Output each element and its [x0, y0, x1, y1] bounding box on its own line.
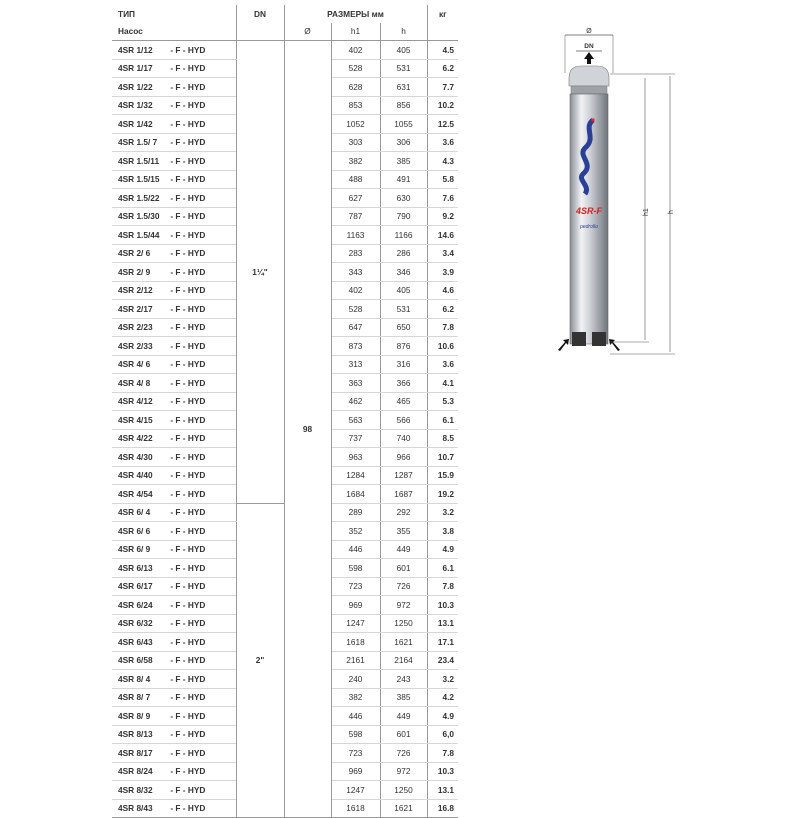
pump-type-cell — [112, 762, 236, 781]
pump-model: 4SR 1.5/30 — [118, 211, 160, 222]
pump-model: 4SR 2/ 9 — [118, 266, 151, 277]
weight-cell: 19.2 — [427, 485, 458, 504]
h-cell: 1287 — [380, 466, 427, 485]
pump-suffix: - F - HYD — [170, 581, 206, 592]
h1-cell: 1284 — [331, 466, 380, 485]
h-cell: 286 — [380, 244, 427, 263]
weight-cell: 8.5 — [427, 429, 458, 448]
header-row-1 — [112, 5, 458, 23]
diameter-cell: 98 — [284, 41, 331, 818]
h1-cell: 240 — [331, 670, 380, 689]
pump-suffix: - F - HYD — [170, 174, 206, 185]
h1-cell: 382 — [331, 152, 380, 171]
pump-type-cell — [112, 59, 236, 78]
h-cell: 243 — [380, 670, 427, 689]
pump-type-cell — [112, 614, 236, 633]
pump-type-cell — [112, 392, 236, 411]
h-cell: 306 — [380, 133, 427, 152]
h1-cell: 627 — [331, 189, 380, 208]
pump-type-cell — [112, 244, 236, 263]
header-h: h — [380, 23, 427, 41]
pump-model: 4SR 4/ 6 — [118, 359, 151, 370]
pump-suffix: - F - HYD — [170, 359, 206, 370]
h-cell: 405 — [380, 281, 427, 300]
pump-type-cell — [112, 152, 236, 171]
pump-head — [569, 66, 609, 86]
pump-suffix: - F - HYD — [170, 729, 206, 740]
pump-type-cell — [112, 707, 236, 726]
weight-cell: 3.8 — [427, 522, 458, 541]
h1-cell: 352 — [331, 522, 380, 541]
pump-model: 4SR 1.5/44 — [118, 229, 160, 240]
h-cell: 630 — [380, 189, 427, 208]
weight-cell: 10.7 — [427, 448, 458, 467]
pump-model: 4SR 8/ 9 — [118, 710, 151, 721]
weight-cell: 3.6 — [427, 355, 458, 374]
h-cell: 465 — [380, 392, 427, 411]
outlet-arrow-icon — [584, 52, 594, 64]
h-cell: 740 — [380, 429, 427, 448]
h-cell: 1055 — [380, 115, 427, 134]
pump-model: 4SR 6/ 9 — [118, 544, 151, 555]
pump-model: 4SR 8/24 — [118, 766, 153, 777]
pump-model: 4SR 1.5/22 — [118, 192, 160, 203]
pump-model: 4SR 8/13 — [118, 729, 153, 740]
pump-type-cell — [112, 300, 236, 319]
h-cell: 1166 — [380, 226, 427, 245]
inlet-arrow-right-icon — [609, 339, 620, 351]
h1-cell: 853 — [331, 96, 380, 115]
pump-model: 4SR 4/30 — [118, 451, 153, 462]
pump-type-cell — [112, 540, 236, 559]
pump-suffix: - F - HYD — [170, 100, 206, 111]
h-cell: 790 — [380, 207, 427, 226]
dn-cell: 1¼" — [236, 41, 284, 504]
weight-cell: 3.6 — [427, 133, 458, 152]
pump-suffix: - F - HYD — [170, 192, 206, 203]
h-cell: 449 — [380, 540, 427, 559]
weight-cell: 3.2 — [427, 503, 458, 522]
h1-cell: 563 — [331, 411, 380, 430]
pump-type-cell — [112, 115, 236, 134]
h1-cell: 1052 — [331, 115, 380, 134]
h-cell: 1621 — [380, 799, 427, 818]
h-cell: 876 — [380, 337, 427, 356]
pump-suffix: - F - HYD — [170, 655, 206, 666]
h1-cell: 963 — [331, 448, 380, 467]
pump-model: 4SR 2/12 — [118, 285, 153, 296]
h-cell: 346 — [380, 263, 427, 282]
pump-model: 4SR 6/13 — [118, 562, 153, 573]
h1-cell: 488 — [331, 170, 380, 189]
pump-dimensions-table — [112, 5, 458, 818]
h1-cell: 969 — [331, 762, 380, 781]
weight-cell: 10.6 — [427, 337, 458, 356]
pump-type-cell — [112, 318, 236, 337]
pump-suffix: - F - HYD — [170, 766, 206, 777]
pump-suffix: - F - HYD — [170, 618, 206, 629]
pump-type-cell — [112, 744, 236, 763]
pump-model: 4SR 8/17 — [118, 747, 153, 758]
pump-type-cell — [112, 448, 236, 467]
weight-cell: 7.6 — [427, 189, 458, 208]
pump-suffix: - F - HYD — [170, 285, 206, 296]
weight-cell: 17.1 — [427, 633, 458, 652]
pump-type-cell — [112, 799, 236, 818]
h1-cell: 1163 — [331, 226, 380, 245]
header-type: ТИП — [118, 8, 135, 19]
h-cell: 292 — [380, 503, 427, 522]
h1-cell: 2161 — [331, 651, 380, 670]
h1-cell: 462 — [331, 392, 380, 411]
pump-suffix: - F - HYD — [170, 248, 206, 259]
pump-suffix: - F - HYD — [170, 710, 206, 721]
pump-type-cell — [112, 355, 236, 374]
pump-type-cell — [112, 41, 236, 60]
pump-model: 4SR 6/58 — [118, 655, 153, 666]
h1-cell: 598 — [331, 559, 380, 578]
weight-cell: 15.9 — [427, 466, 458, 485]
pump-suffix: - F - HYD — [170, 488, 206, 499]
weight-cell: 7.8 — [427, 318, 458, 337]
h-cell: 531 — [380, 59, 427, 78]
h-cell: 355 — [380, 522, 427, 541]
h1-label: h1 — [643, 208, 650, 216]
weight-cell: 3.2 — [427, 670, 458, 689]
h-cell: 1250 — [380, 781, 427, 800]
weight-cell: 10.3 — [427, 596, 458, 615]
pump-model: 4SR 6/24 — [118, 599, 153, 610]
pump-suffix: - F - HYD — [170, 414, 206, 425]
h-cell: 385 — [380, 688, 427, 707]
pump-suffix: - F - HYD — [170, 525, 206, 536]
pump-suffix: - F - HYD — [170, 636, 206, 647]
pump-suffix: - F - HYD — [170, 211, 206, 222]
h-cell: 385 — [380, 152, 427, 171]
pump-model: 4SR 1/22 — [118, 81, 153, 92]
pump-type-cell — [112, 170, 236, 189]
pump-type-cell — [112, 522, 236, 541]
weight-cell: 7.7 — [427, 78, 458, 97]
pump-model: 4SR 4/40 — [118, 470, 153, 481]
weight-cell: 5.8 — [427, 170, 458, 189]
h1-cell: 787 — [331, 207, 380, 226]
pump-type-cell — [112, 651, 236, 670]
pump-model: 4SR 4/22 — [118, 433, 153, 444]
h-cell: 1687 — [380, 485, 427, 504]
pump-model: 4SR 8/43 — [118, 803, 153, 814]
h-cell: 726 — [380, 577, 427, 596]
h1-cell: 528 — [331, 300, 380, 319]
weight-cell: 9.2 — [427, 207, 458, 226]
pump-model: 4SR 6/17 — [118, 581, 153, 592]
pump-type-cell — [112, 411, 236, 430]
h-cell: 366 — [380, 374, 427, 393]
h1-cell: 723 — [331, 744, 380, 763]
pump-suffix: - F - HYD — [170, 507, 206, 518]
pump-model: 4SR 6/ 4 — [118, 507, 151, 518]
pump-suffix: - F - HYD — [170, 137, 206, 148]
pump-type-cell — [112, 189, 236, 208]
h-cell: 1621 — [380, 633, 427, 652]
weight-cell: 4.5 — [427, 41, 458, 60]
h1-cell: 1618 — [331, 633, 380, 652]
pump-suffix: - F - HYD — [170, 451, 206, 462]
h-cell: 491 — [380, 170, 427, 189]
pump-model: 4SR 2/17 — [118, 303, 153, 314]
pump-model: 4SR 1/42 — [118, 118, 153, 129]
weight-cell: 4.9 — [427, 707, 458, 726]
pump-suffix: - F - HYD — [170, 673, 206, 684]
pump-model: 4SR 6/32 — [118, 618, 153, 629]
h1-cell: 598 — [331, 725, 380, 744]
h1-cell: 363 — [331, 374, 380, 393]
h1-cell: 873 — [331, 337, 380, 356]
h-cell: 966 — [380, 448, 427, 467]
h-cell: 1250 — [380, 614, 427, 633]
pump-type-cell — [112, 226, 236, 245]
header-kg: кг — [427, 5, 458, 23]
weight-cell: 5.3 — [427, 392, 458, 411]
h1-cell: 1247 — [331, 781, 380, 800]
pump-suffix: - F - HYD — [170, 433, 206, 444]
h1-cell: 723 — [331, 577, 380, 596]
h-cell: 405 — [380, 41, 427, 60]
header-dimensions: РАЗМЕРЫ мм — [284, 5, 427, 23]
table-row — [112, 41, 458, 60]
h-label: h — [668, 210, 675, 214]
weight-cell: 6.2 — [427, 300, 458, 319]
inlet-arrow-left-icon — [558, 339, 569, 351]
pump-model: 4SR 1/17 — [118, 63, 153, 74]
pump-suffix: - F - HYD — [170, 63, 206, 74]
pump-suffix: - F - HYD — [170, 118, 206, 129]
weight-cell: 16.8 — [427, 799, 458, 818]
pump-suffix: - F - HYD — [170, 396, 206, 407]
pump-model: 4SR 1.5/15 — [118, 174, 160, 185]
h1-cell: 402 — [331, 281, 380, 300]
pump-type-cell — [112, 374, 236, 393]
h-cell: 650 — [380, 318, 427, 337]
h1-cell: 1247 — [331, 614, 380, 633]
pump-suffix: - F - HYD — [170, 803, 206, 814]
pump-suffix: - F - HYD — [170, 562, 206, 573]
brand-text: pedrollo — [580, 224, 598, 230]
pump-suffix: - F - HYD — [170, 266, 206, 277]
pump-diagram — [555, 28, 685, 368]
h1-cell: 446 — [331, 707, 380, 726]
h1-cell: 969 — [331, 596, 380, 615]
pump-suffix: - F - HYD — [170, 155, 206, 166]
pump-suffix: - F - HYD — [170, 692, 206, 703]
h1-cell: 528 — [331, 59, 380, 78]
pump-type-cell — [112, 596, 236, 615]
header-row-2 — [112, 23, 458, 41]
weight-cell: 7.8 — [427, 577, 458, 596]
header-pump: Насос — [112, 23, 236, 41]
pump-type-cell — [112, 263, 236, 282]
pump-model: 4SR 8/32 — [118, 784, 153, 795]
pump-suffix: - F - HYD — [170, 340, 206, 351]
pump-type-cell — [112, 466, 236, 485]
h-cell: 972 — [380, 762, 427, 781]
pump-model: 4SR 8/ 4 — [118, 673, 151, 684]
h-cell: 449 — [380, 707, 427, 726]
h1-cell: 628 — [331, 78, 380, 97]
h-cell: 566 — [380, 411, 427, 430]
pump-model: 4SR 4/ 8 — [118, 377, 151, 388]
h1-cell: 1618 — [331, 799, 380, 818]
pump-type-cell — [112, 670, 236, 689]
pump-suffix: - F - HYD — [170, 377, 206, 388]
pump-type-cell — [112, 78, 236, 97]
weight-cell: 14.6 — [427, 226, 458, 245]
pump-type-cell — [112, 633, 236, 652]
weight-cell: 6,0 — [427, 725, 458, 744]
pump-model: 4SR 4/12 — [118, 396, 153, 407]
h1-cell: 1684 — [331, 485, 380, 504]
pump-suffix: - F - HYD — [170, 322, 206, 333]
pump-model: 4SR 6/ 6 — [118, 525, 151, 536]
weight-cell: 23.4 — [427, 651, 458, 670]
weight-cell: 4.3 — [427, 152, 458, 171]
h-cell: 316 — [380, 355, 427, 374]
pump-model: 4SR 2/23 — [118, 322, 153, 333]
pump-type-cell — [112, 133, 236, 152]
weight-cell: 4.1 — [427, 374, 458, 393]
pump-suffix: - F - HYD — [170, 470, 206, 481]
weight-cell: 12.5 — [427, 115, 458, 134]
h1-cell: 382 — [331, 688, 380, 707]
pump-model: 4SR 4/15 — [118, 414, 153, 425]
h-cell: 601 — [380, 559, 427, 578]
pump-type-cell — [112, 577, 236, 596]
header-dn: DN — [236, 5, 284, 23]
pump-type-cell — [112, 281, 236, 300]
logo-text: 4SR-F — [575, 206, 603, 216]
pump-model: 4SR 4/54 — [118, 488, 153, 499]
h-cell: 856 — [380, 96, 427, 115]
h1-cell: 402 — [331, 41, 380, 60]
weight-cell: 7.8 — [427, 744, 458, 763]
pump-type-cell — [112, 429, 236, 448]
header-dn-empty — [236, 23, 284, 41]
pump-model: 4SR 2/ 6 — [118, 248, 151, 259]
pump-model: 4SR 1.5/ 7 — [118, 137, 158, 148]
pump-type-cell — [112, 559, 236, 578]
pump-suffix: - F - HYD — [170, 81, 206, 92]
weight-cell: 13.1 — [427, 781, 458, 800]
h1-cell: 647 — [331, 318, 380, 337]
header-kg-empty — [427, 23, 458, 41]
weight-cell: 6.2 — [427, 59, 458, 78]
h1-cell: 289 — [331, 503, 380, 522]
pump-model: 4SR 1/32 — [118, 100, 153, 111]
pump-model: 4SR 1.5/11 — [118, 155, 160, 166]
pump-model: 4SR 8/ 7 — [118, 692, 151, 703]
pump-type-cell — [112, 337, 236, 356]
pump-model: 4SR 1/12 — [118, 44, 153, 55]
pump-suffix: - F - HYD — [170, 44, 206, 55]
h-cell: 2164 — [380, 651, 427, 670]
weight-cell: 3.4 — [427, 244, 458, 263]
pump-suffix: - F - HYD — [170, 599, 206, 610]
header-diameter: Ø — [284, 23, 331, 41]
h1-cell: 343 — [331, 263, 380, 282]
pump-type-cell — [112, 725, 236, 744]
weight-cell: 4.6 — [427, 281, 458, 300]
weight-cell: 3.9 — [427, 263, 458, 282]
weight-cell: 10.3 — [427, 762, 458, 781]
pump-model: 4SR 2/33 — [118, 340, 153, 351]
h-cell: 972 — [380, 596, 427, 615]
pump-type-cell — [112, 207, 236, 226]
pump-type-cell — [112, 485, 236, 504]
h1-cell: 283 — [331, 244, 380, 263]
h1-cell: 446 — [331, 540, 380, 559]
weight-cell: 4.9 — [427, 540, 458, 559]
dn-cell: 2" — [236, 503, 284, 818]
pump-suffix: - F - HYD — [170, 544, 206, 555]
weight-cell: 13.1 — [427, 614, 458, 633]
weight-cell: 10.2 — [427, 96, 458, 115]
h1-cell: 303 — [331, 133, 380, 152]
pump-suffix: - F - HYD — [170, 303, 206, 314]
h-cell: 531 — [380, 300, 427, 319]
pump-type-cell — [112, 781, 236, 800]
dn-label: DN — [584, 43, 594, 50]
pump-suffix: - F - HYD — [170, 747, 206, 758]
diameter-label: Ø — [586, 28, 592, 35]
pump-suffix: - F - HYD — [170, 784, 206, 795]
pump-model: 4SR 6/43 — [118, 636, 153, 647]
weight-cell: 6.1 — [427, 411, 458, 430]
h-cell: 726 — [380, 744, 427, 763]
h1-cell: 737 — [331, 429, 380, 448]
h1-cell: 313 — [331, 355, 380, 374]
weight-cell: 6.1 — [427, 559, 458, 578]
pump-type-cell — [112, 96, 236, 115]
header-h1: h1 — [331, 23, 380, 41]
h-cell: 601 — [380, 725, 427, 744]
weight-cell: 4.2 — [427, 688, 458, 707]
pump-suffix: - F - HYD — [170, 229, 206, 240]
pump-type-cell — [112, 503, 236, 522]
pump-type-cell — [112, 688, 236, 707]
h-cell: 631 — [380, 78, 427, 97]
